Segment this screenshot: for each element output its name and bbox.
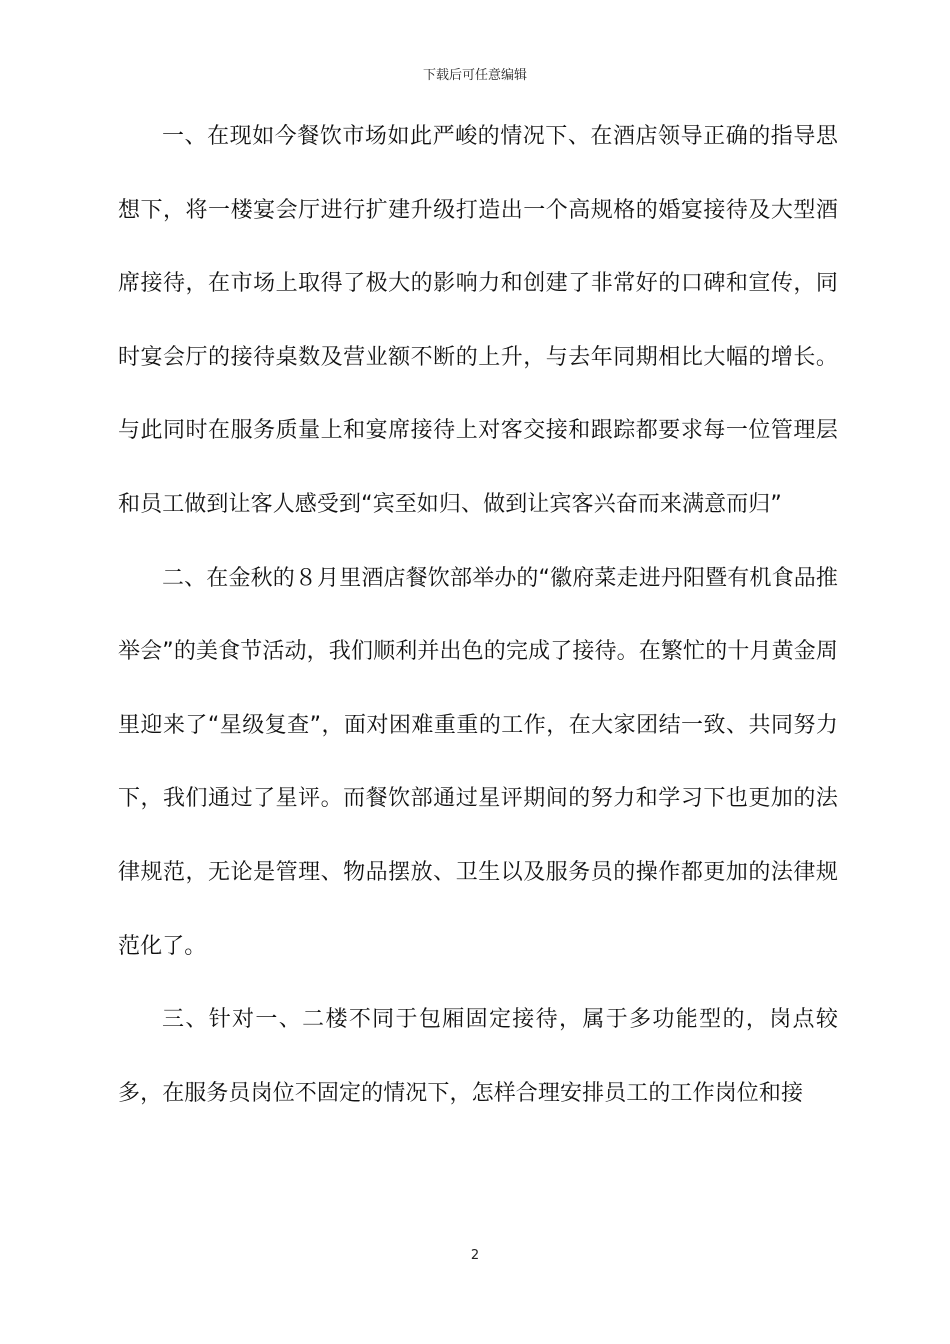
- paragraph-2: 二、在金秋的８月里酒店餐饮部举办的“徽府菜走进丹阳暨有机食品推举会”的美食节活动，我们顺利并出色的完成了接待。在繁忙的十月黄金周里迎来了“星级复查”，面对困难重重的工作，在大家团结一致、共同努力下，我们通过了星评。而餐饮部通过星评期间的努力和学习下也更加的法律规范，无论是管理、物品摆放、卫生以及服务员的操作都更加的法律规范化了。: [118, 565, 838, 959]
- paragraph-3: 三、针对一、二楼不同于包厢固定接待，属于多功能型的，岗点较多，在服务员岗位不固定的情况下，怎样合理安排员工的工作岗位和接: [118, 1007, 838, 1106]
- paragraph-1: 一、在现如今餐饮市场如此严峻的情况下、在酒店领导正确的指导思想下，将一楼宴会厅进行扩建升级打造出一个高规格的婚宴接待及大型酒席接待，在市场上取得了极大的影响力和创建了非常好的口碑和宣传，同时宴会厅的接待桌数及营业额不断的上升，与去年同期相比大幅的增长。与此同时在服务质量上和宴席接待上对客交接和跟踪都要求每一位管理层和员工做到让客人感受到“宾至如归、做到让宾客兴奋而来满意而归”: [118, 124, 838, 517]
- page-header: 下载后可任意编辑: [422, 68, 527, 83]
- page-number: 2: [470, 1248, 480, 1263]
- document-body: [118, 100, 838, 1130]
